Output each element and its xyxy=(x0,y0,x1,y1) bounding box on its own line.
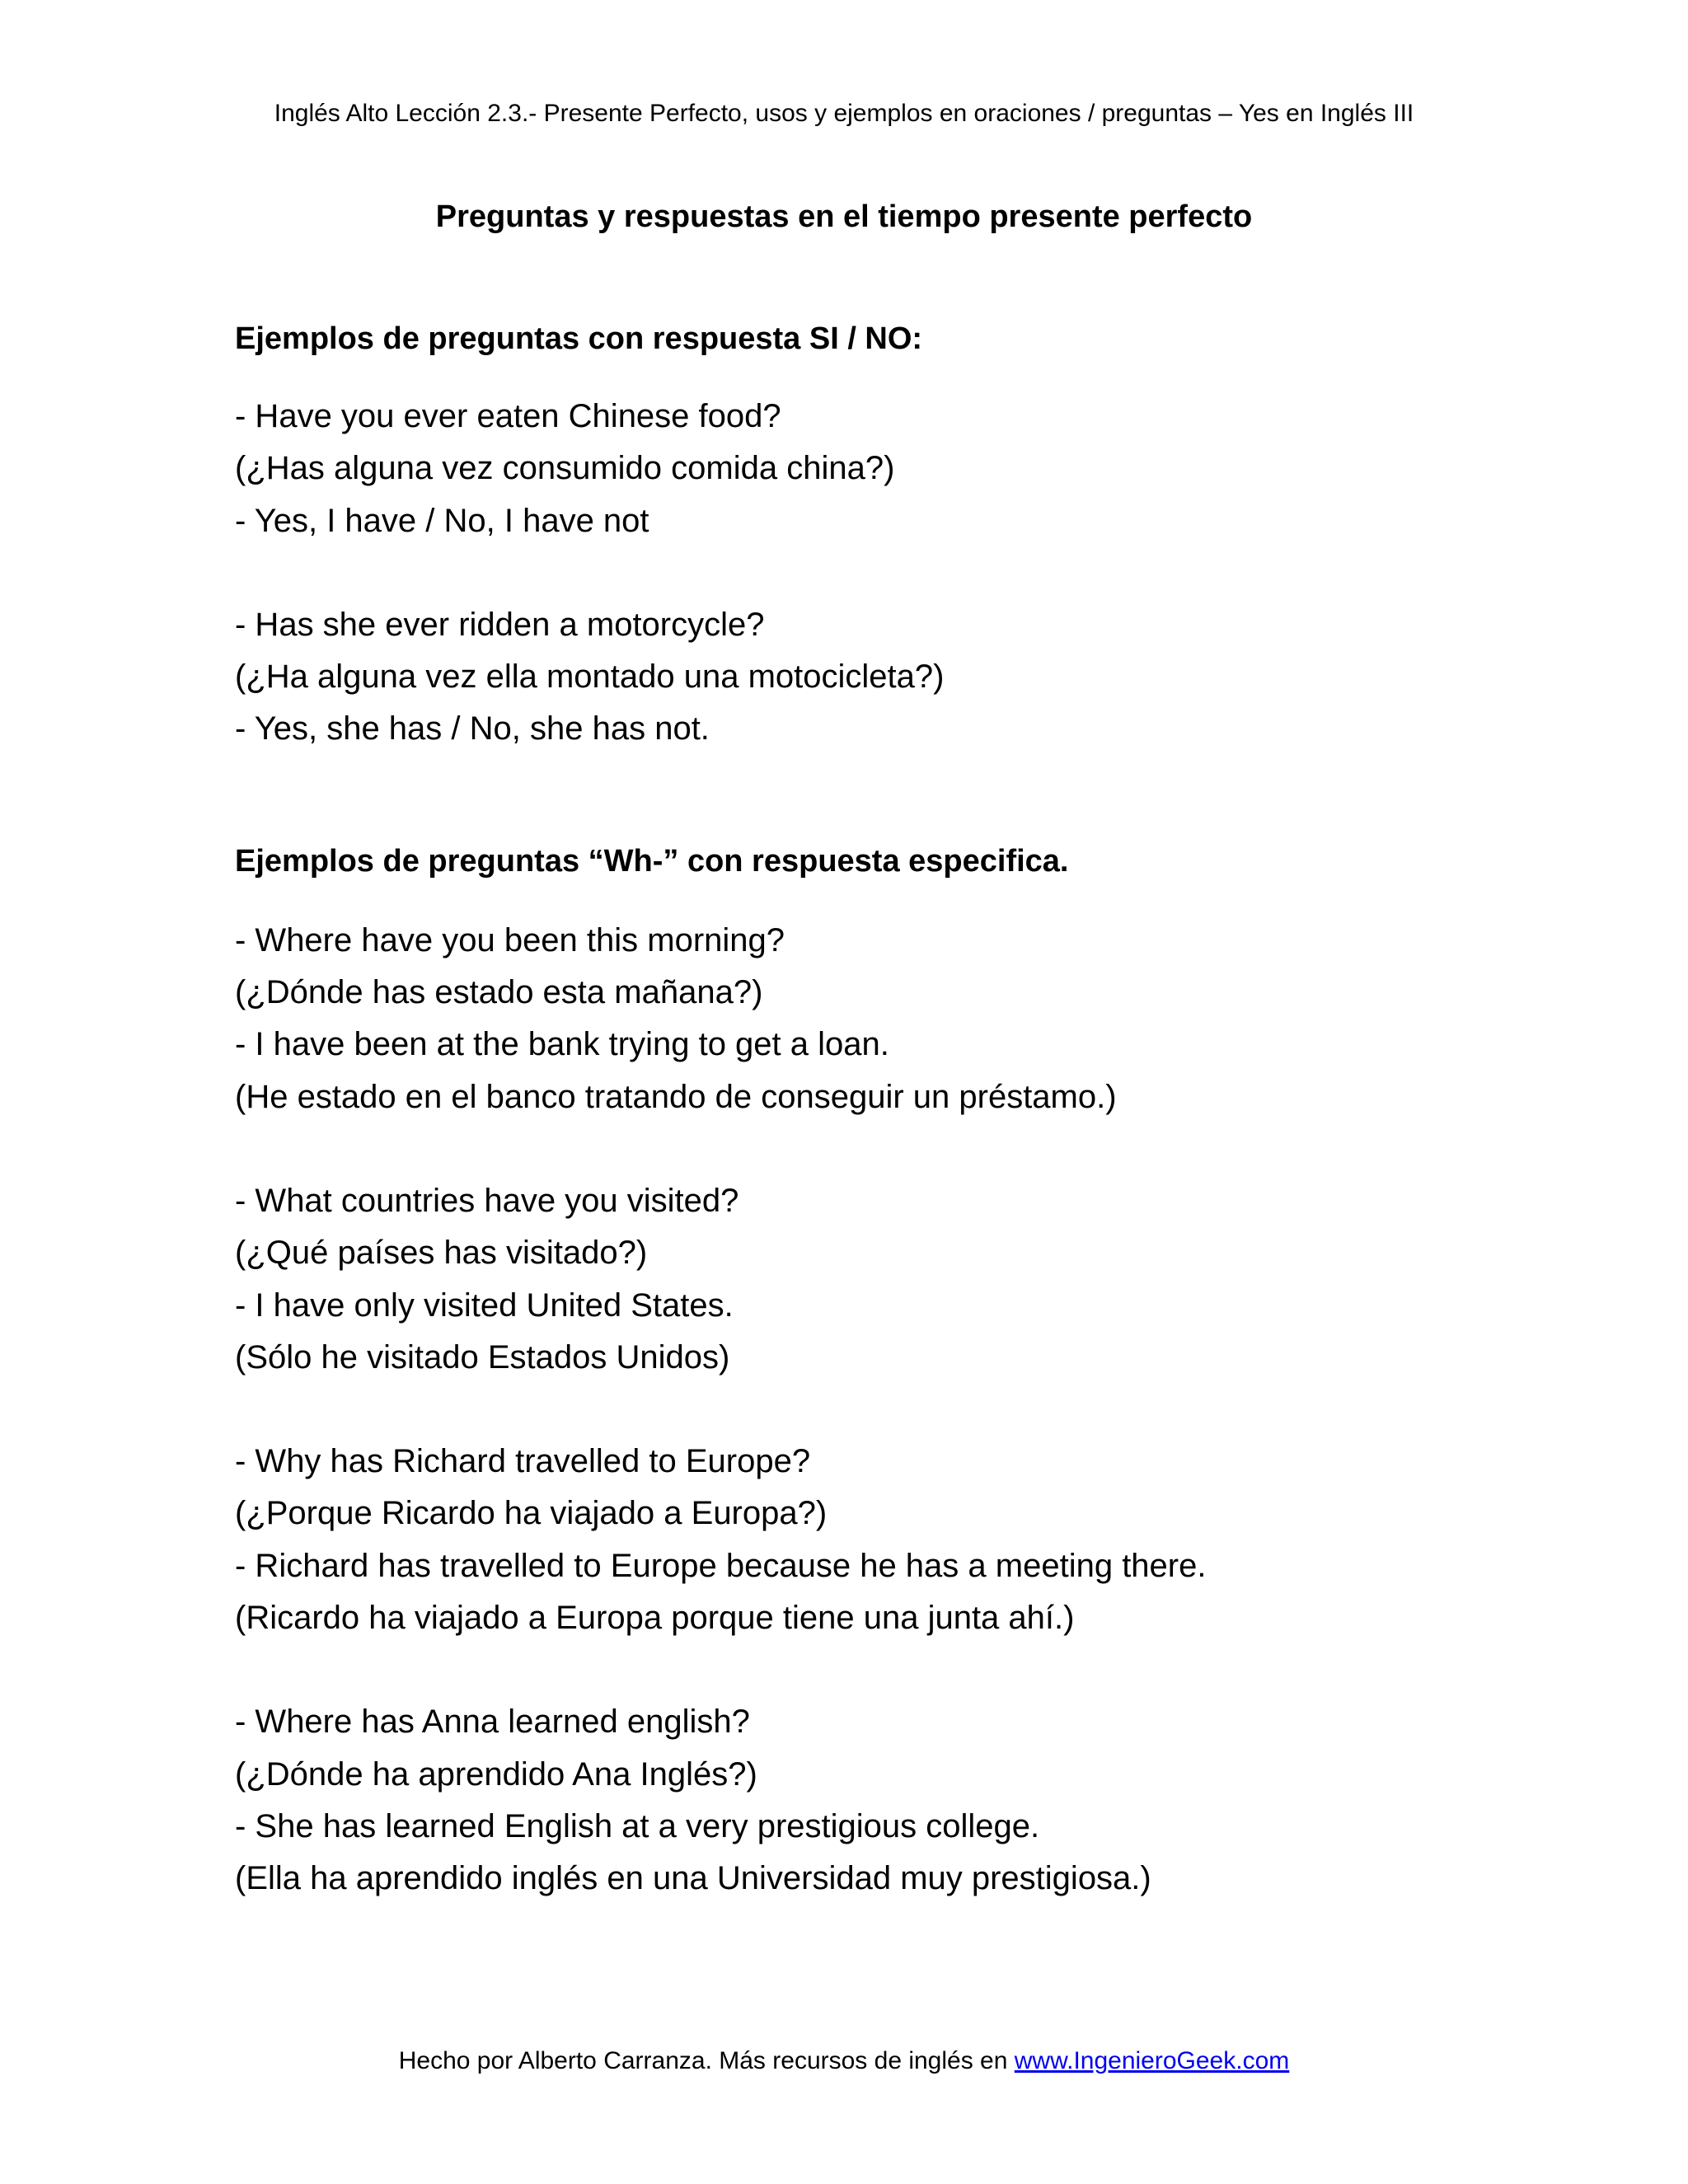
document-body xyxy=(235,318,1554,1905)
question-line: - Has she ever ridden a motorcycle? xyxy=(235,606,765,643)
translation-line: (¿Ha alguna vez ella montado una motocicleta?) xyxy=(235,658,945,696)
footer-text: Hecho por Alberto Carranza. Más recursos de inglés en xyxy=(398,2047,1015,2074)
answer-line: - I have been at the bank trying to get a loan. xyxy=(235,1026,889,1063)
example-block xyxy=(235,599,1554,756)
answer-translation-line: (Ella ha aprendido inglés en una Universidad muy prestigiosa.) xyxy=(235,1860,1151,1897)
question-line: - Where has Anna learned english? xyxy=(235,1704,750,1741)
section-wh-questions xyxy=(235,841,1554,1905)
answer-translation-line: (Ricardo ha viajado a Europa porque tiene una junta ahí.) xyxy=(235,1600,1075,1637)
answer-translation-line: (Sólo he visitado Estados Unidos) xyxy=(235,1338,730,1376)
website-link[interactable]: www.IngenieroGeek.com xyxy=(1014,2047,1290,2074)
question-line: - What countries have you visited? xyxy=(235,1182,739,1219)
document-title: Preguntas y respuestas en el tiempo presente perfecto xyxy=(435,199,1253,234)
example-block xyxy=(235,1175,1554,1384)
section-heading: Ejemplos de preguntas con respuesta SI / NO: xyxy=(235,321,923,356)
translation-line: (¿Dónde ha aprendido Ana Inglés?) xyxy=(235,1755,757,1793)
example-block xyxy=(235,915,1554,1123)
answer-translation-line: (He estado en el banco tratando de conseguir un préstamo.) xyxy=(235,1078,1117,1115)
answer-line: - She has learned English at a very prestigious college. xyxy=(235,1807,1040,1844)
section-heading: Ejemplos de preguntas “Wh-” con respuesta especifica. xyxy=(235,843,1069,879)
page-header: Inglés Alto Lección 2.3.- Presente Perfecto, usos y ejemplos en oraciones / preguntas – Yes en Inglés III xyxy=(274,100,1414,127)
question-line: - Have you ever eaten Chinese food? xyxy=(235,398,781,434)
example-block xyxy=(235,391,1554,547)
question-line: - Why has Richard travelled to Europe? xyxy=(235,1443,811,1480)
translation-line: (¿Has alguna vez consumido comida china?) xyxy=(235,450,895,487)
translation-line: (¿Qué países has visitado?) xyxy=(235,1235,648,1272)
answer-line: - Yes, she has / No, she has not. xyxy=(235,710,710,748)
answer-line: - Yes, I have / No, I have not xyxy=(235,502,649,539)
question-line: - Where have you been this morning? xyxy=(235,921,785,958)
section-yes-no-questions xyxy=(235,318,1554,756)
page-footer xyxy=(0,2045,1688,2078)
translation-line: (¿Porque Ricardo ha viajado a Europa?) xyxy=(235,1495,828,1532)
translation-line: (¿Dónde has estado esta mañana?) xyxy=(235,974,763,1011)
example-block xyxy=(235,1696,1554,1905)
answer-line: - Richard has travelled to Europe because he has a meeting there. xyxy=(235,1547,1207,1584)
answer-line: - I have only visited United States. xyxy=(235,1286,734,1324)
example-block xyxy=(235,1436,1554,1644)
